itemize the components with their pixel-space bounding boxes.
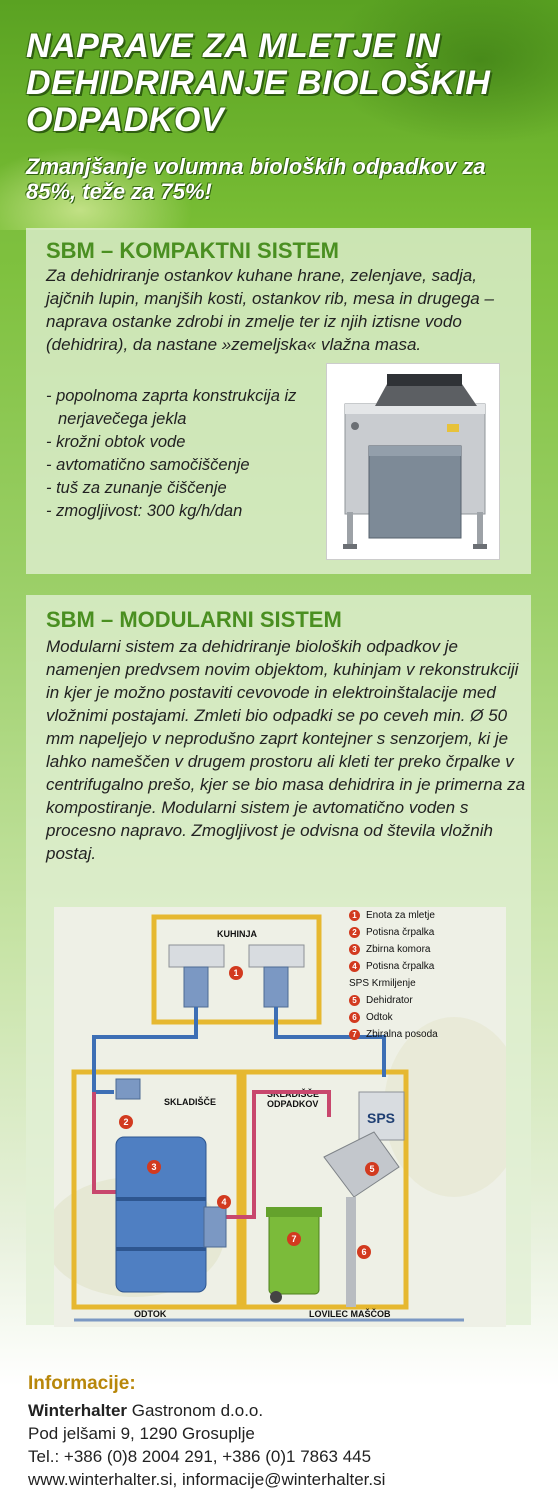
compact-system-heading: SBM – KOMPAKTNI SISTEM — [46, 238, 339, 263]
kitchen-label: KUHINJA — [216, 929, 258, 939]
marker-2 — [119, 1115, 133, 1129]
grease-trap-label: LOVILEC MAŠČOB — [309, 1309, 391, 1319]
company-line — [28, 1399, 538, 1422]
modular-system-description: Modularni sistem za dehidriranje bioloških odpadkov je namenjen predvsem novim objektom, kuhinjam v rekonstrukciji in kjer je možno postaviti cevovode in elektroinštalacije med vložnimi postajami. Zmleti bio odpadki se po ceveh min. Ø 50 mm napeljejo v neprodušno zaprt kontejner s senzorjem, ki je lahko nameščen v drugem prostoru ali kleti ter preko črpalke v centrifugalno prešo, kjer se bio masa dehidrira in je primerna za kompostiranje. Modularni sistem je avtomatično voden s procesno napravo. Zmogljivost je odvisna od števila vložnih postaj. — [46, 637, 526, 863]
waste-storage-label-1: SKLADIŠČE — [267, 1089, 320, 1099]
modular-system-panel — [26, 595, 531, 1325]
machine-illustration — [327, 364, 499, 559]
legend-item: 1 Enota za mletje — [349, 907, 509, 924]
waste-storage-label-2: ODPADKOV — [267, 1099, 319, 1109]
legend-item: 4 Potisna črpalka — [349, 958, 509, 975]
legend-item: SPS Krmiljenje — [349, 978, 416, 989]
feature-item: - popolnoma zaprta konstrukcija iz nerjavečega jekla — [46, 387, 297, 428]
legend-item: 3 Zbirna komora — [349, 941, 509, 958]
page-title: NAPRAVE ZA MLETJE IN DEHIDRIRANJE BIOLOŠKIH ODPADKOV — [26, 27, 491, 139]
modular-system-diagram — [54, 907, 506, 1327]
company-suffix: Gastronom d.o.o. — [127, 1401, 264, 1420]
feature-item: - avtomatično samočiščenje — [46, 456, 250, 474]
marker-1 — [229, 966, 243, 980]
web-line: www.winterhalter.si, informacije@winterhalter.si — [28, 1470, 386, 1489]
marker-3 — [147, 1160, 161, 1174]
compact-system-panel — [26, 228, 531, 574]
info-heading: Informacije: — [28, 1373, 136, 1394]
legend-item: 6 Odtok — [349, 1009, 509, 1026]
marker-6 — [357, 1245, 371, 1259]
svg-text:5: 5 — [369, 1164, 375, 1174]
feature-item: - zmogljivost: 300 kg/h/dan — [46, 502, 243, 520]
diagram-legend — [349, 907, 509, 1043]
company-name: Winterhalter — [28, 1401, 128, 1420]
legend-item: 7 Zbiralna posoda — [349, 1026, 509, 1043]
svg-text:6: 6 — [361, 1247, 367, 1257]
compact-machine-photo — [326, 363, 500, 560]
svg-text:4: 4 — [221, 1197, 227, 1207]
page-subtitle: Zmanjšanje volumna bioloških odpadkov za 85%, teže za 75%! — [26, 154, 486, 204]
compact-system-description: Za dehidriranje ostankov kuhane hrane, zelenjave, sadja, jajčnih lupin, manjših kosti, ostankov rib, mesa in drugega – naprava ostanke zdrobi in zmelje ter iz njih iztisne vodo (dehidrira), da nastane »zemeljska« vlažna masa. — [46, 266, 494, 354]
marker-4 — [217, 1195, 231, 1209]
svg-text:3: 3 — [151, 1162, 157, 1172]
marker-5 — [365, 1162, 379, 1176]
phone-line: Tel.: +386 (0)8 2004 291, +386 (0)1 7863 445 — [28, 1447, 372, 1466]
storage-label: SKLADIŠČE — [164, 1097, 217, 1107]
address-line: Pod jelšami 9, 1290 Grosuplje — [28, 1424, 255, 1443]
legend-item: 2 Potisna črpalka — [349, 924, 509, 941]
feature-item: - tuš za zunanje čiščenje — [46, 479, 227, 497]
svg-text:2: 2 — [123, 1117, 129, 1127]
svg-text:7: 7 — [291, 1234, 297, 1244]
legend-item: 5 Dehidrator — [349, 992, 509, 1009]
header-banner — [0, 0, 558, 230]
feature-item: - krožni obtok vode — [46, 433, 186, 451]
modular-system-heading: SBM – MODULARNI SISTEM — [46, 607, 342, 632]
svg-text:1: 1 — [233, 968, 239, 978]
sps-label: SPS — [366, 1110, 396, 1126]
drain-label: ODTOK — [134, 1309, 167, 1319]
compact-feature-list — [46, 385, 326, 523]
contact-info — [28, 1372, 538, 1491]
marker-7 — [287, 1232, 301, 1246]
